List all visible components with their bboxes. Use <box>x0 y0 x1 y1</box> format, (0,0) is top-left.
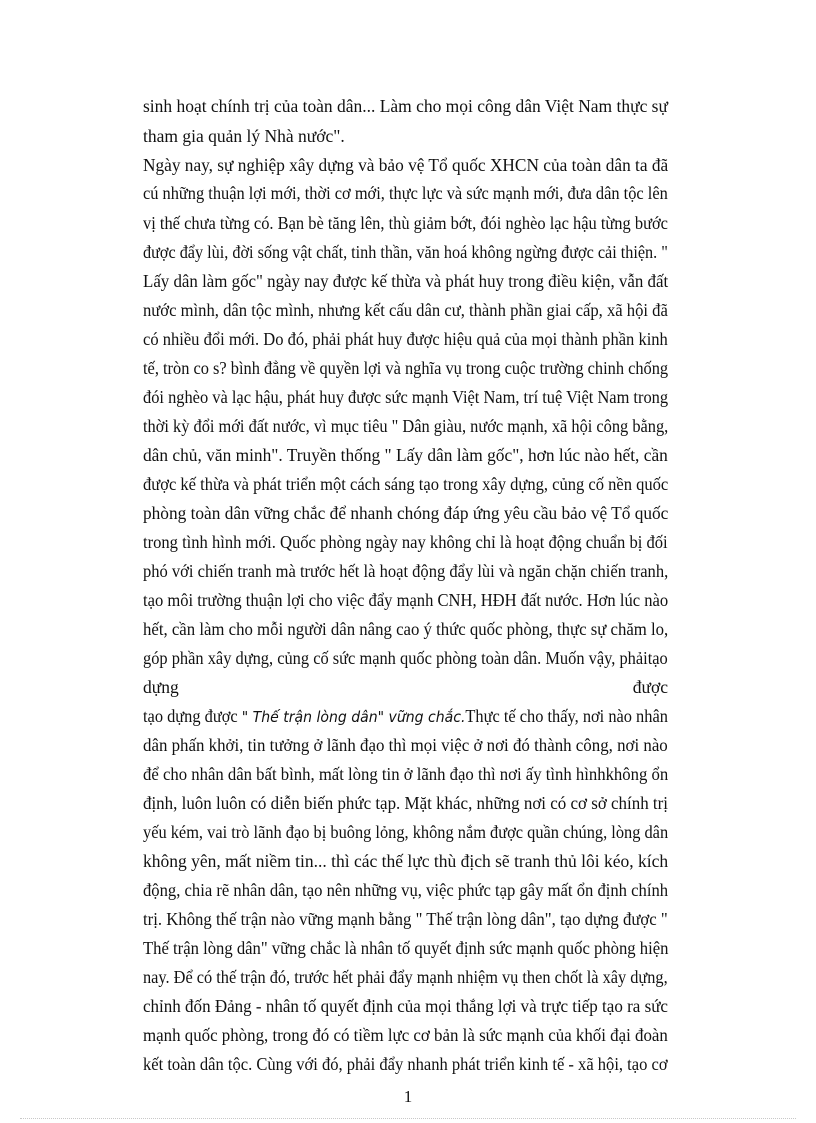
split-line <box>143 677 668 697</box>
text-line: mạnh quốc phòng, trong đó có tiềm lực cơ bản là sức mạnh của khối đại đoàn <box>143 1025 668 1045</box>
italic-phrase: " Thế trận lòng dân" vững chắc. <box>241 708 466 726</box>
text-line: vị thế chưa từng có. Bạn bè tăng lên, thù giảm bớt, đói nghèo lạc hậu từng bước <box>143 213 668 233</box>
text-line: trị. Không thế trận nào vững mạnh bằng " Thế trận lòng dân", tạo dựng được " <box>143 909 668 929</box>
text-line: dân phấn khởi, tin tưởng ở lãnh đạo thì mọi việc ở nơi đó thành công, nơi nào <box>143 735 668 755</box>
text-line: tế, tròn co s? bình đẳng về quyền lợi và nghĩa vụ trong cuộc trường chinh chống <box>143 358 669 378</box>
text-line: nay. Để có thế trận đó, trước hết phải đẩy mạnh nhiệm vụ then chốt là xây dựng, <box>143 967 668 987</box>
text-line: để cho nhân dân bất bình, mất lòng tin ở lãnh đạo thì nơi ấy tình hìnhkhông ổn <box>143 764 669 784</box>
text-line: kết toàn dân tộc. Cùng với đó, phải đẩy nhanh phát triển kinh tế - xã hội, tạo cơ <box>143 1054 668 1074</box>
text-line: được đẩy lùi, đời sống vật chất, tinh thần, văn hoá không ngừng được cải thiện. " <box>143 242 668 262</box>
text-line: dân chủ, văn minh". Truyền thống " Lấy dân làm gốc", hơn lúc nào hết, cần <box>143 445 668 465</box>
mixed-line-after: Thực tế cho thấy, nơi nào nhân <box>465 706 668 726</box>
text-line: hết, cần làm cho mỗi người dân nâng cao ý thức quốc phòng, thực sự chăm lo, <box>143 619 669 639</box>
text-line: được kế thừa và phát triển một cách sáng tạo trong xây dựng, củng cố nền quốc <box>143 474 669 494</box>
text-line: nước mình, dân tộc mình, nhưng kết cấu dân cư, thành phần giai cấp, xã hội đã <box>143 300 668 320</box>
text-line: không yên, mất niềm tin... thì các thế lực thù địch sẽ tranh thủ lôi kéo, kích <box>143 851 669 871</box>
text-line: Ngày nay, sự nghiệp xây dựng và bảo vệ Tổ quốc XHCN của toàn dân ta đã <box>143 155 669 175</box>
page-bottom-divider <box>20 1118 796 1119</box>
text-line: tham gia quản lý Nhà nước". <box>143 126 345 146</box>
text-line: đói nghèo và lạc hậu, phát huy được sức mạnh Việt Nam, trí tuệ Việt Nam trong <box>143 387 669 407</box>
text-line: có nhiều đổi mới. Do đó, phải phát huy được hiệu quả của mọi thành phần kinh <box>143 329 668 349</box>
text-line: thời kỳ đổi mới đất nước, vì mục tiêu " Dân giàu, nước mạnh, xã hội công bằng, <box>143 416 669 436</box>
split-line-left: dựng <box>143 677 179 697</box>
text-line: góp phần xây dựng, củng cố sức mạnh quốc phòng toàn dân. Muốn vậy, phảitạo <box>143 648 668 668</box>
text-line: định, luôn luôn có diễn biến phức tạp. Mặt khác, những nơi có cơ sở chính trị <box>143 793 668 813</box>
text-line: Thế trận lòng dân" vững chắc là nhân tố quyết định sức mạnh quốc phòng hiện <box>143 938 669 958</box>
text-line: phòng toàn dân vững chắc để nhanh chóng đáp ứng yêu cầu bảo vệ Tổ quốc <box>143 503 669 523</box>
text-line: phó với chiến tranh mà trước hết là hoạt động đẩy lùi và ngăn chặn chiến tranh, <box>143 561 669 581</box>
page-number: 1 <box>403 1087 413 1106</box>
text-line: trong tình hình mới. Quốc phòng ngày nay không chỉ là hoạt động chuẩn bị đối <box>143 532 668 552</box>
text-line: sinh hoạt chính trị của toàn dân... Làm cho mọi công dân Việt Nam thực sự <box>143 96 668 116</box>
text-line: Lấy dân làm gốc" ngày nay được kế thừa và phát huy trong điều kiện, vẫn đất <box>143 271 669 291</box>
text-line: động, chia rẽ nhân dân, tạo nên những vụ, việc phức tạp gây mất ổn định chính <box>143 880 669 900</box>
text-line: chỉnh đốn Đảng - nhân tố quyết định của mọi thắng lợi và trực tiếp tạo ra sức <box>143 996 668 1016</box>
split-line-right: được <box>632 677 668 697</box>
text-line: tạo môi trường thuận lợi cho việc đẩy mạnh CNH, HĐH đất nước. Hơn lúc nào <box>143 590 669 610</box>
text-line: cú những thuận lợi mới, thời cơ mới, thực lực và sức mạnh mới, đưa dân tộc lên <box>143 183 668 203</box>
mixed-line-before: tạo dựng được <box>143 706 242 726</box>
mixed-line <box>143 706 668 727</box>
text-line: yếu kém, vai trò lãnh đạo bị buông lỏng, không nắm được quần chúng, lòng dân <box>143 822 669 842</box>
